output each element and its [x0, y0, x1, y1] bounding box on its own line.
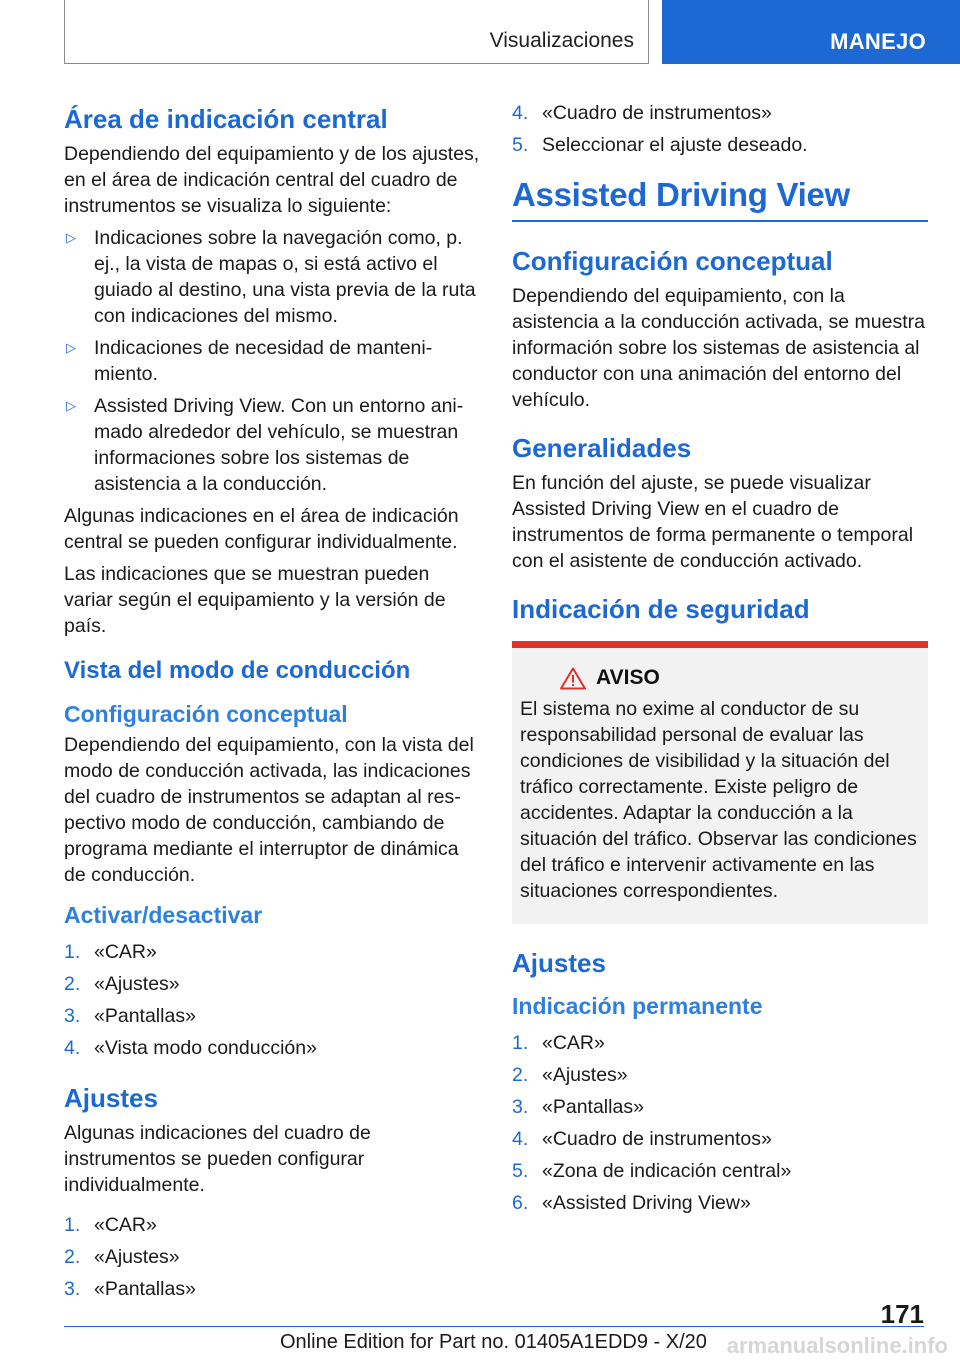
warning-box [512, 641, 928, 924]
warning-triangle-icon [560, 667, 586, 690]
header-section-title: Visualizaciones [489, 29, 634, 52]
warning-text: El sistema no exime al conductor de su responsabilidad personal de evaluar las condiciones de visibilidad y la situación del tráfico correctamente. Existe peligro de accidentes. Adaptar la conducción a la situación del tráfico. Observar las condiciones del tráfico e intervenir activamente en las situaciones correspondientes. [520, 698, 917, 902]
paragraph-variation: Las indicaciones que se muestran pueden variar según el equipamiento y la versión de país. [64, 563, 446, 637]
heading-ajustes: Ajustes [64, 1083, 158, 1113]
step-item: 1. «CAR» [64, 1214, 157, 1236]
page-number: 171 [880, 1299, 924, 1329]
list-item: ▷ Assisted Driving View. Con un entorno animado alrededor del vehículo, se muestran informaciones sobre los sistemas de asistencia a la conducción. [66, 395, 464, 495]
paragraph-configurable: Algunas indicaciones en el área de indicación central se pueden configurar individualmente. [64, 505, 459, 553]
footer-edition: Online Edition for Part no. 01405A1EDD9 - X/20 [280, 1331, 707, 1353]
header-chapter-label: MANEJO [830, 29, 926, 54]
paragraph-configuracion: Dependiendo del equipamiento, con la asistencia a la conducción activada, se muestra información sobre los sistemas de asistencia al conductor con una animación del entorno del vehículo. [512, 285, 925, 411]
right-column [512, 100, 928, 1226]
header-chapter-tab[interactable] [662, 0, 960, 64]
triangle-bullet-icon: ▷ [66, 340, 76, 355]
steps-activar [64, 939, 480, 1061]
step-item: 5. Seleccionar el ajuste deseado. [512, 134, 808, 156]
warning-title: AVISO [596, 666, 660, 689]
step-item: 5. «Zona de indicación central» [512, 1160, 792, 1182]
header-section-box [64, 0, 649, 64]
heading-activar: Activar/desactivar [64, 902, 263, 928]
steps-ajustes [64, 1212, 480, 1302]
heading-area-central: Área de indicación central [64, 104, 388, 134]
watermark-text: armanualsonline.info [726, 1333, 948, 1358]
footer-divider [64, 1326, 924, 1327]
heading-vista-modo: Vista del modo de conducción [64, 657, 411, 684]
heading-ajustes: Ajustes [512, 948, 606, 978]
step-item: 1. «CAR» [512, 1032, 605, 1054]
heading-configuracion: Configuración conceptual [512, 246, 833, 276]
list-item: ▷ Indicaciones sobre la navegación como, p. ej., la vista de mapas o, si está activo el guiado al destino, una vista previa de la ruta con indicaciones del mismo. [66, 227, 476, 327]
triangle-bullet-icon: ▷ [66, 230, 76, 245]
bullet-list [64, 225, 480, 497]
heading-assisted-driving-view: Assisted Driving View [512, 176, 928, 222]
paragraph-configuracion: Dependiendo del equipamiento, con la vista del modo de conducción activada, las indicaciones del cuadro de instrumentos se adaptan al respectivo modo de conducción, cambiando de programa mediante el interruptor de dinámica de conducción. [64, 734, 474, 886]
heading-indicacion-permanente: Indicación permanente [512, 993, 763, 1019]
step-item: 4. «Cuadro de instrumentos» [512, 102, 772, 124]
step-item: 3. «Pantallas» [64, 1278, 196, 1300]
step-item: 6. «Assisted Driving View» [512, 1192, 751, 1214]
paragraph-area-central: Dependiendo del equipamiento y de los ajustes, en el área de indicación central del cuadro de instrumentos se visualiza lo siguiente: [64, 143, 480, 217]
step-item: 4. «Cuadro de instrumentos» [512, 1128, 772, 1150]
paragraph-generalidades: En función del ajuste, se puede visualizar Assisted Driving View en el cuadro de instrumentos de forma permanente o temporal con el asistente de conducción activado. [512, 472, 914, 572]
step-item: 4. «Vista modo conducción» [64, 1037, 317, 1059]
list-item: ▷ Indicaciones de necesidad de mantenimiento. [66, 337, 433, 385]
steps-permanente [512, 1030, 928, 1216]
heading-generalidades: Generalidades [512, 433, 692, 463]
step-item: 3. «Pantallas» [512, 1096, 644, 1118]
heading-seguridad: Indicación de seguridad [512, 594, 810, 624]
step-item: 1. «CAR» [64, 941, 157, 963]
paragraph-ajustes: Algunas indicaciones del cuadro de instrumentos se pueden configurar individualmente. [64, 1122, 371, 1196]
triangle-bullet-icon: ▷ [66, 398, 76, 413]
step-item: 2. «Ajustes» [512, 1064, 628, 1086]
warning-header [560, 666, 920, 690]
left-column [64, 100, 480, 1312]
heading-configuracion: Configuración conceptual [64, 701, 348, 727]
step-item: 3. «Pantallas» [64, 1005, 196, 1027]
steps-continued [512, 100, 928, 158]
step-item: 2. «Ajustes» [64, 1246, 180, 1268]
step-item: 2. «Ajustes» [64, 973, 180, 995]
